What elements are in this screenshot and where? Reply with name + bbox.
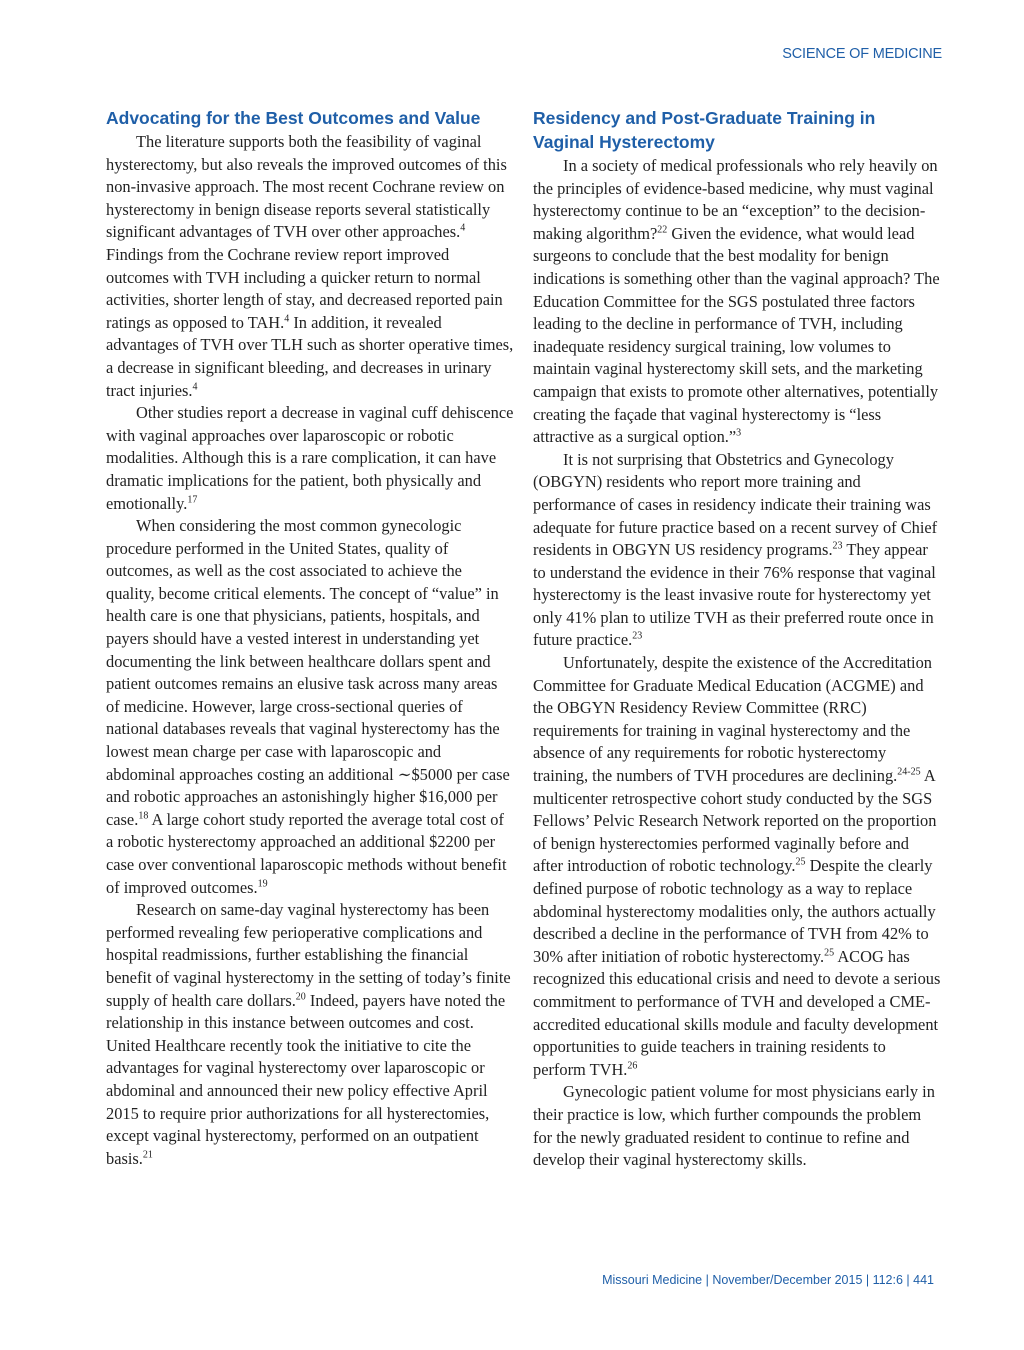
reference-superscript: 18: [138, 810, 149, 822]
paragraph: When considering the most common gynecologic procedure performed in the United States, quality of outcomes, as well as the cost associated to achieve the quality, become critical elements. The concept of “value” in health care is one that physicians, patients, hospitals, and payers should have a vested interest in understanding yet documenting the link between healthcare dollars spent and patient outcomes remains an elusive task across many areas of medicine. However, large cross-sectional queries of national databases reveals that vaginal hysterectomy has the lowest mean charge per case with laparoscopic and abdominal approaches costing an additional ∼$5000 per case and robotic approaches an astonishingly higher $16,000 per case.$^{18}$ A large cohort study reported the average total cost of a robotic hysterectomy approached an additional $2200 per case over conventional laparoscopic methods without benefit of improved outcomes.$^{19}$: [106, 516, 510, 897]
section-header: SCIENCE OF MEDICINE: [782, 46, 942, 62]
left-column: [106, 106, 514, 1170]
paragraph: Other studies report a decrease in vaginal cuff dehiscence with vaginal approaches over laparoscopic or robotic modalities. Although this is a rare complication, it can have dramatic implications for the patient, both physically and emotionally.$^{17}$: [106, 403, 514, 513]
reference-superscript: 19: [257, 878, 268, 890]
reference-superscript: 20: [295, 991, 306, 1003]
reference-superscript: 25: [795, 856, 806, 868]
paragraph: In a society of medical professionals who rely heavily on the principles of evidence-based medicine, why must vaginal hysterectomy continue to be an “exception” to the decision-making algorithm?$^{22}$ Given the evidence, what would lead surgeons to conclude that the best modality for benign indications is something other than the vaginal approach? The Education Committee for the SGS postulated three factors leading to the decline in performance of TVH, including inadequate residency surgical training, low volumes to maintain vaginal hysterectomy skill sets, and the marketing campaign that exists to promote other alternatives, potentially creating the façade that vaginal hysterectomy is “less attractive as a surgical option.”$^3$: [533, 156, 940, 447]
right-column: [533, 106, 941, 1172]
reference-superscript: 4: [192, 381, 198, 393]
paragraph: The literature supports both the feasibility of vaginal hysterectomy, but also reveals the improved outcomes of this non-invasive approach. The most recent Cochrane review on hysterectomy in benign disease reports several statistically significant advantages of TVH over other approaches.$^4$ Findings from the Cochrane review report improved outcomes with TVH including a quicker return to normal activities, shorter length of stay, and decreased reported pain ratings as opposed to TAH.$^4$ In addition, it revealed advantages of TVH over TLH such as shorter operative times, a decrease in significant bleeding, and decreases in urinary tract injuries.$^4$: [106, 132, 514, 400]
reference-superscript: 24-25: [897, 766, 921, 778]
reference-superscript: 4: [460, 222, 466, 234]
paragraph: Gynecologic patient volume for most physicians early in their practice is low, which further compounds the problem for the newly graduated resident to continue to refine and develop their vaginal hysterectomy skills.: [533, 1082, 935, 1170]
paragraph: It is not surprising that Obstetrics and Gynecology (OBGYN) residents who report more training and performance of cases in residency indicate their training was adequate for future practice based on a recent survey of Chief residents in OBGYN US residency programs.$^{23}$ They appear to understand the evidence in their 76% response that vaginal hysterectomy is the least invasive route for hysterectomy yet only 41% plan to utilize TVH as their preferred route once in future practice.$^{23}$: [533, 449, 938, 650]
reference-superscript: 25: [824, 947, 835, 959]
reference-superscript: 17: [187, 494, 198, 506]
reference-superscript: 22: [657, 224, 668, 236]
paragraph: Unfortunately, despite the existence of the Accreditation Committee for Graduate Medical Education (ACGME) and the OBGYN Residency Review Committee (RRC) requirements for training in vaginal hysterectomy and the absence of any requirements for robotic hysterectomy training, the numbers of TVH procedures are declining.$^{24-25}$ A multicenter retrospective cohort study conducted by the SGS Fellows’ Pelvic Research Network reported on the proportion of benign hysterectomies performed vaginally before and after introduction of robotic technology.$^{25}$ Despite the clearly defined purpose of robotic technology as a way to replace abdominal hysterectomy modalities only, the authors actually described a decline in the performance of TVH from 42% to 30% after initiation of robotic hysterectomy.$^{25}$ ACOG has recognized this educational crisis and need to devote a serious commitment to performance of TVH and developed a CME-accredited educational skills module and faculty development opportunities to guide teachers in training residents to perform TVH.$^{26}$: [533, 653, 941, 1079]
reference-superscript: 26: [627, 1060, 638, 1072]
reference-superscript: 4: [284, 313, 290, 325]
paragraph: Research on same-day vaginal hysterectomy has been performed revealing few perioperative complications and hospital readmissions, further establishing the financial benefit of vaginal hysterectomy in the setting of today’s finite supply of health care dollars.$^{20}$ Indeed, payers have noted the relationship in this instance between outcomes and cost. United Healthcare recently took the initiative to cite the advantages for vaginal hysterectomy over laparoscopic or abdominal and announced their new policy effective April 2015 to require prior authorizations for all hysterectomies, except vaginal hysterectomy, performed on an outpatient basis.$^{21}$: [106, 900, 511, 1168]
footer-citation: Missouri Medicine | November/December 2015 | 112:6 | 441: [602, 1273, 934, 1287]
reference-superscript: 3: [736, 427, 742, 439]
section-heading-residency: Residency and Post-Graduate Training in Vaginal Hysterectomy: [533, 108, 876, 152]
reference-superscript: 23: [832, 540, 843, 552]
section-heading-advocating: Advocating for the Best Outcomes and Value: [106, 108, 481, 128]
reference-superscript: 23: [632, 631, 643, 642]
reference-superscript: 21: [142, 1149, 153, 1161]
